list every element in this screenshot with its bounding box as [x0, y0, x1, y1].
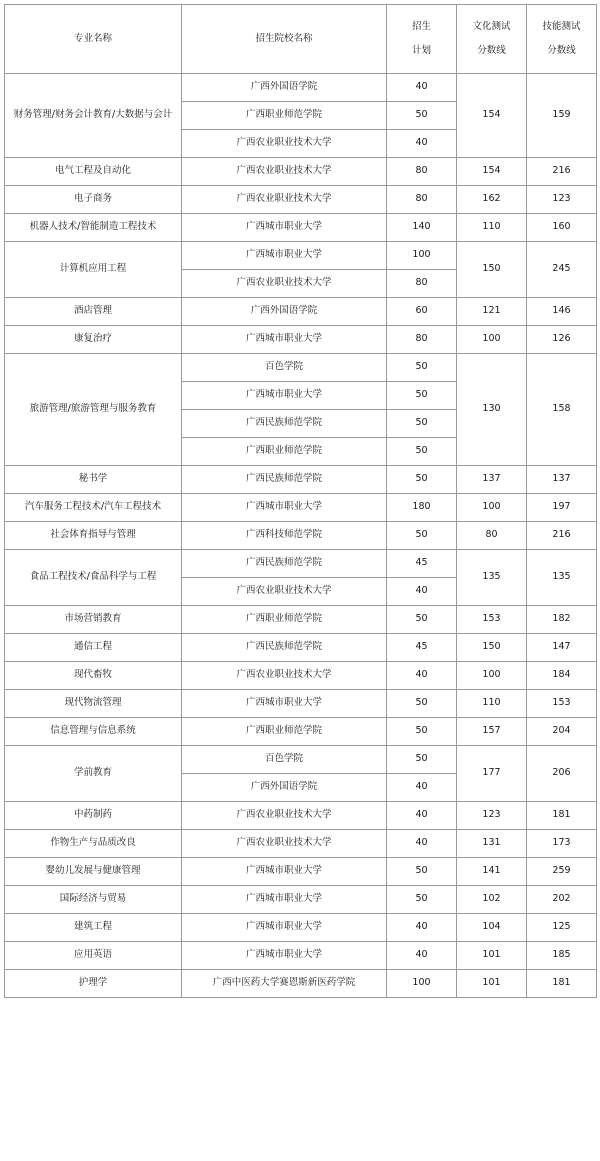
table-row — [5, 914, 597, 942]
cell-culture-score: 153 — [457, 606, 527, 634]
cell-enrollment-plan: 80 — [387, 186, 457, 214]
cell-skill-score: 147 — [527, 634, 597, 662]
cell-major-name: 现代物流管理 — [5, 690, 182, 718]
cell-school-name: 广西城市职业大学 — [182, 690, 387, 718]
cell-enrollment-plan: 80 — [387, 326, 457, 354]
cell-school-name: 广西外国语学院 — [182, 74, 387, 102]
cell-school-name: 广西农业职业技术大学 — [182, 578, 387, 606]
cell-major-name: 中药制药 — [5, 802, 182, 830]
cell-skill-score: 216 — [527, 522, 597, 550]
cell-school-name: 广西城市职业大学 — [182, 942, 387, 970]
cell-school-name: 广西外国语学院 — [182, 774, 387, 802]
cell-major-name: 财务管理/财务会计教育/大数据与会计 — [5, 74, 182, 158]
column-header-2 — [182, 5, 387, 74]
table-row — [5, 522, 597, 550]
cell-skill-score: 202 — [527, 886, 597, 914]
cell-enrollment-plan: 140 — [387, 214, 457, 242]
table-row — [5, 214, 597, 242]
cell-school-name: 广西民族师范学院 — [182, 634, 387, 662]
cell-skill-score: 206 — [527, 746, 597, 802]
cell-culture-score: 104 — [457, 914, 527, 942]
cell-school-name: 广西农业职业技术大学 — [182, 662, 387, 690]
cell-culture-score: 131 — [457, 830, 527, 858]
table-row — [5, 802, 597, 830]
cell-skill-score: 153 — [527, 690, 597, 718]
table-row — [5, 606, 597, 634]
cell-major-name: 电气工程及自动化 — [5, 158, 182, 186]
cell-enrollment-plan: 180 — [387, 494, 457, 522]
cell-enrollment-plan: 50 — [387, 858, 457, 886]
cell-skill-score: 181 — [527, 970, 597, 998]
column-header-3 — [387, 5, 457, 74]
cell-culture-score: 101 — [457, 942, 527, 970]
cell-skill-score: 182 — [527, 606, 597, 634]
cell-school-name: 广西城市职业大学 — [182, 326, 387, 354]
cell-school-name: 广西城市职业大学 — [182, 914, 387, 942]
cell-major-name: 信息管理与信息系统 — [5, 718, 182, 746]
cell-enrollment-plan: 45 — [387, 634, 457, 662]
column-header-line: 招生 — [411, 21, 431, 33]
cell-culture-score: 110 — [457, 690, 527, 718]
cell-school-name: 广西民族师范学院 — [182, 550, 387, 578]
table-row — [5, 942, 597, 970]
cell-school-name: 广西农业职业技术大学 — [182, 130, 387, 158]
cell-enrollment-plan: 40 — [387, 830, 457, 858]
column-header-1 — [5, 5, 182, 74]
cell-culture-score: 154 — [457, 74, 527, 158]
cell-enrollment-plan: 60 — [387, 298, 457, 326]
cell-enrollment-plan: 50 — [387, 102, 457, 130]
cell-school-name: 广西职业师范学院 — [182, 438, 387, 466]
cell-school-name: 广西职业师范学院 — [182, 606, 387, 634]
cell-major-name: 护理学 — [5, 970, 182, 998]
cell-major-name: 国际经济与贸易 — [5, 886, 182, 914]
cell-enrollment-plan: 100 — [387, 970, 457, 998]
cell-school-name: 广西农业职业技术大学 — [182, 186, 387, 214]
cell-enrollment-plan: 40 — [387, 74, 457, 102]
cell-culture-score: 123 — [457, 802, 527, 830]
cell-school-name: 广西科技师范学院 — [182, 522, 387, 550]
cell-culture-score: 130 — [457, 354, 527, 466]
table-row — [5, 298, 597, 326]
cell-enrollment-plan: 50 — [387, 606, 457, 634]
cell-enrollment-plan: 45 — [387, 550, 457, 578]
cell-enrollment-plan: 50 — [387, 690, 457, 718]
table-row — [5, 830, 597, 858]
cell-culture-score: 150 — [457, 242, 527, 298]
table-row — [5, 326, 597, 354]
cell-culture-score: 102 — [457, 886, 527, 914]
cell-skill-score: 135 — [527, 550, 597, 606]
cell-enrollment-plan: 50 — [387, 886, 457, 914]
cell-skill-score: 216 — [527, 158, 597, 186]
cell-school-name: 广西城市职业大学 — [182, 858, 387, 886]
cell-culture-score: 141 — [457, 858, 527, 886]
cell-culture-score: 100 — [457, 326, 527, 354]
cell-enrollment-plan: 50 — [387, 522, 457, 550]
cell-skill-score: 184 — [527, 662, 597, 690]
cell-skill-score: 185 — [527, 942, 597, 970]
cell-major-name: 建筑工程 — [5, 914, 182, 942]
table-row — [5, 858, 597, 886]
cell-skill-score: 123 — [527, 186, 597, 214]
table-row — [5, 550, 597, 578]
cell-enrollment-plan: 40 — [387, 802, 457, 830]
table-row — [5, 354, 597, 382]
cell-skill-score: 146 — [527, 298, 597, 326]
cell-school-name: 广西农业职业技术大学 — [182, 158, 387, 186]
cell-enrollment-plan: 50 — [387, 410, 457, 438]
cell-school-name: 广西城市职业大学 — [182, 886, 387, 914]
cell-culture-score: 162 — [457, 186, 527, 214]
cell-skill-score: 204 — [527, 718, 597, 746]
table-header-row — [5, 5, 597, 74]
admissions-table — [4, 4, 597, 998]
cell-school-name: 广西农业职业技术大学 — [182, 270, 387, 298]
cell-major-name: 秘书学 — [5, 466, 182, 494]
cell-skill-score: 259 — [527, 858, 597, 886]
cell-culture-score: 100 — [457, 662, 527, 690]
cell-enrollment-plan: 50 — [387, 382, 457, 410]
cell-skill-score: 137 — [527, 466, 597, 494]
cell-skill-score: 126 — [527, 326, 597, 354]
cell-school-name: 广西农业职业技术大学 — [182, 802, 387, 830]
cell-culture-score: 101 — [457, 970, 527, 998]
table-row — [5, 186, 597, 214]
cell-enrollment-plan: 50 — [387, 466, 457, 494]
cell-major-name: 通信工程 — [5, 634, 182, 662]
table-row — [5, 494, 597, 522]
cell-culture-score: 121 — [457, 298, 527, 326]
cell-culture-score: 177 — [457, 746, 527, 802]
cell-school-name: 广西外国语学院 — [182, 298, 387, 326]
cell-major-name: 酒店管理 — [5, 298, 182, 326]
cell-major-name: 学前教育 — [5, 746, 182, 802]
cell-enrollment-plan: 50 — [387, 718, 457, 746]
cell-skill-score: 158 — [527, 354, 597, 466]
cell-school-name: 广西民族师范学院 — [182, 466, 387, 494]
cell-culture-score: 135 — [457, 550, 527, 606]
cell-major-name: 康复治疗 — [5, 326, 182, 354]
cell-enrollment-plan: 40 — [387, 578, 457, 606]
cell-culture-score: 154 — [457, 158, 527, 186]
table-row — [5, 242, 597, 270]
cell-skill-score: 173 — [527, 830, 597, 858]
cell-school-name: 广西城市职业大学 — [182, 494, 387, 522]
table-row — [5, 634, 597, 662]
column-header-line: 文化测试 — [472, 21, 511, 33]
cell-enrollment-plan: 80 — [387, 270, 457, 298]
table-row — [5, 690, 597, 718]
cell-enrollment-plan: 40 — [387, 914, 457, 942]
table-row — [5, 662, 597, 690]
cell-major-name: 婴幼儿发展与健康管理 — [5, 858, 182, 886]
table-row — [5, 74, 597, 102]
cell-major-name: 社会体育指导与管理 — [5, 522, 182, 550]
cell-school-name: 广西职业师范学院 — [182, 718, 387, 746]
table-header — [5, 5, 597, 74]
cell-major-name: 旅游管理/旅游管理与服务教育 — [5, 354, 182, 466]
cell-school-name: 广西城市职业大学 — [182, 242, 387, 270]
table-row — [5, 718, 597, 746]
cell-major-name: 市场营销教育 — [5, 606, 182, 634]
cell-major-name: 作物生产与品质改良 — [5, 830, 182, 858]
cell-enrollment-plan: 40 — [387, 774, 457, 802]
column-header-line: 分数线 — [477, 44, 506, 56]
cell-school-name: 百色学院 — [182, 354, 387, 382]
cell-major-name: 电子商务 — [5, 186, 182, 214]
cell-major-name: 机器人技术/智能制造工程技术 — [5, 214, 182, 242]
table-row — [5, 746, 597, 774]
cell-school-name: 广西职业师范学院 — [182, 102, 387, 130]
column-header-line: 计划 — [411, 44, 431, 56]
cell-enrollment-plan: 100 — [387, 242, 457, 270]
cell-skill-score: 245 — [527, 242, 597, 298]
cell-enrollment-plan: 80 — [387, 158, 457, 186]
cell-culture-score: 137 — [457, 466, 527, 494]
cell-skill-score: 125 — [527, 914, 597, 942]
cell-enrollment-plan: 50 — [387, 746, 457, 774]
cell-enrollment-plan: 40 — [387, 130, 457, 158]
cell-culture-score: 100 — [457, 494, 527, 522]
column-header-line: 分数线 — [547, 44, 576, 56]
cell-school-name: 广西城市职业大学 — [182, 214, 387, 242]
cell-major-name: 汽车服务工程技术/汽车工程技术 — [5, 494, 182, 522]
column-header-line: 技能测试 — [542, 21, 581, 33]
cell-school-name: 广西城市职业大学 — [182, 382, 387, 410]
cell-skill-score: 197 — [527, 494, 597, 522]
cell-skill-score: 159 — [527, 74, 597, 158]
cell-school-name: 百色学院 — [182, 746, 387, 774]
column-header-line: 专业名称 — [73, 32, 112, 44]
cell-enrollment-plan: 40 — [387, 942, 457, 970]
cell-culture-score: 110 — [457, 214, 527, 242]
table-body — [5, 74, 597, 998]
table-row — [5, 466, 597, 494]
cell-culture-score: 150 — [457, 634, 527, 662]
column-header-4 — [457, 5, 527, 74]
cell-enrollment-plan: 40 — [387, 662, 457, 690]
cell-major-name: 现代畜牧 — [5, 662, 182, 690]
column-header-line: 招生院校名称 — [255, 32, 313, 44]
cell-major-name: 应用英语 — [5, 942, 182, 970]
cell-culture-score: 157 — [457, 718, 527, 746]
cell-enrollment-plan: 50 — [387, 438, 457, 466]
cell-major-name: 食品工程技术/食品科学与工程 — [5, 550, 182, 606]
table-row — [5, 970, 597, 998]
table-row — [5, 886, 597, 914]
cell-school-name: 广西农业职业技术大学 — [182, 830, 387, 858]
cell-enrollment-plan: 50 — [387, 354, 457, 382]
cell-school-name: 广西中医药大学赛恩斯新医药学院 — [182, 970, 387, 998]
cell-major-name: 计算机应用工程 — [5, 242, 182, 298]
cell-skill-score: 181 — [527, 802, 597, 830]
table-row — [5, 158, 597, 186]
cell-culture-score: 80 — [457, 522, 527, 550]
column-header-5 — [527, 5, 597, 74]
cell-skill-score: 160 — [527, 214, 597, 242]
cell-school-name: 广西民族师范学院 — [182, 410, 387, 438]
